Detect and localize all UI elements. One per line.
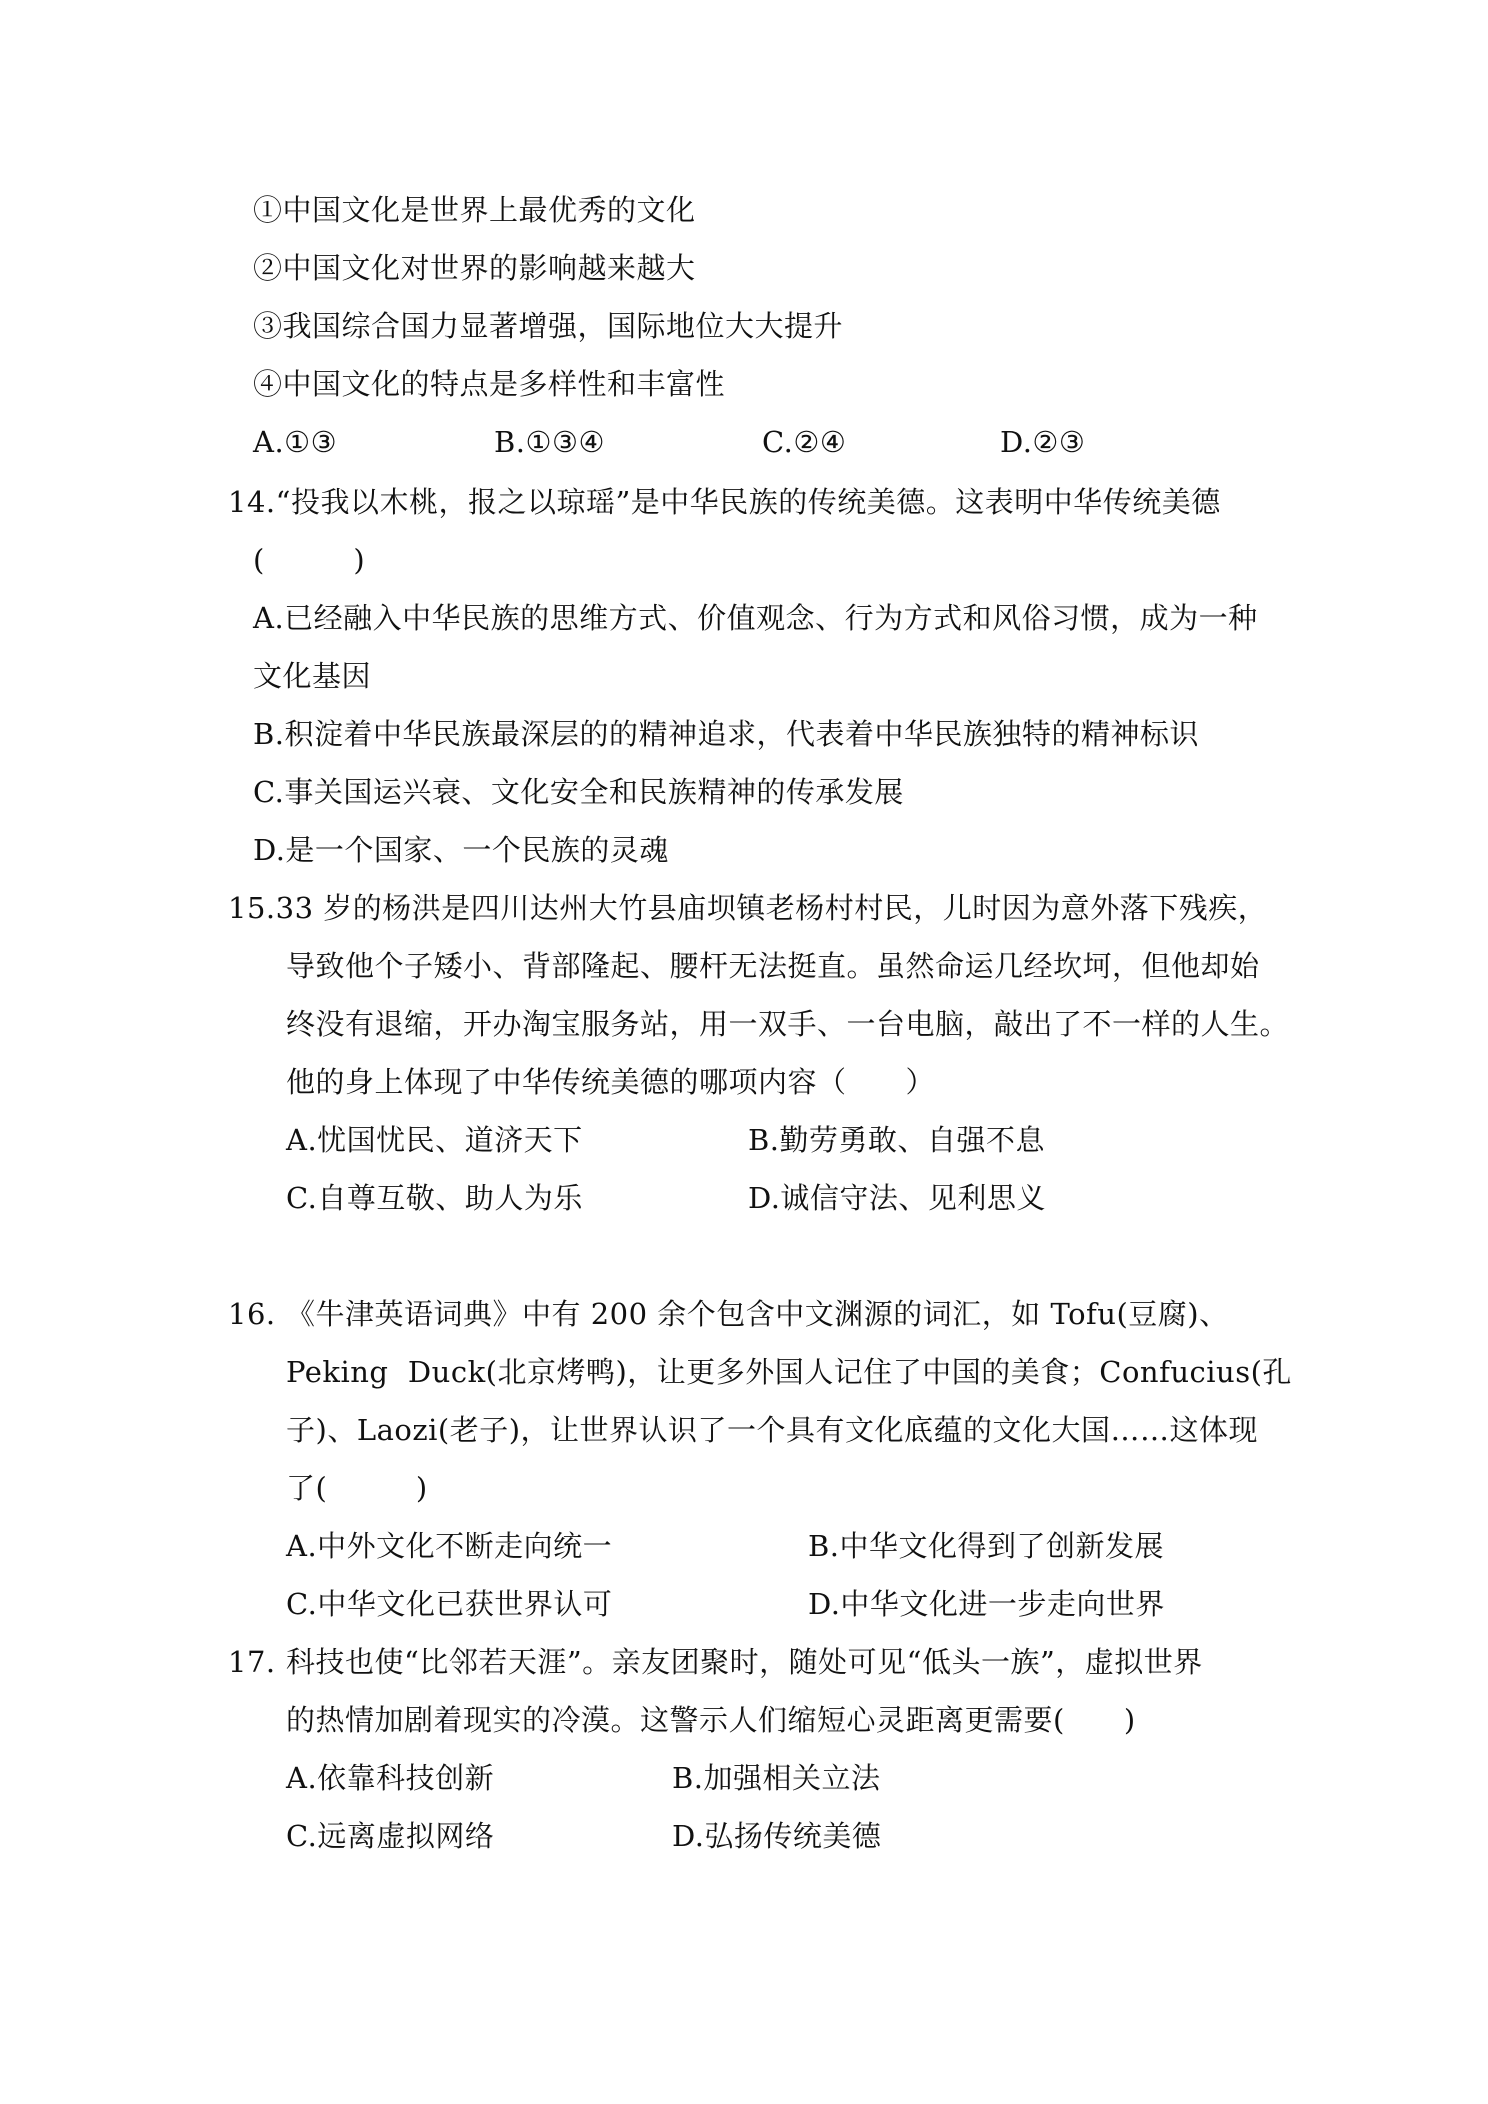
q15-option-b: B.勤劳勇敢、自强不息 [748, 1123, 1046, 1157]
q14-stem-line-1: 14.“投我以木桃，报之以琼瑶”是中华民族的传统美德。这表明中华传统美德 [228, 485, 1221, 519]
q13-option-c: C.②④ [762, 425, 847, 459]
q14-option-a-line-1: A.已经融入中华民族的思维方式、价值观念、行为方式和风俗习惯，成为一种 [253, 601, 1258, 635]
q15-stem-line-2: 导致他个子矮小、背部隆起、腰杆无法挺直。虽然命运几经坎坷，但他却始 [286, 949, 1260, 983]
q15-option-d: D.诚信守法、见利思义 [748, 1181, 1046, 1215]
q15-stem-line-3: 终没有退缩，开办淘宝服务站，用一双手、一台电脑，敲出了不一样的人生。 [286, 1007, 1290, 1041]
q16-option-b: B.中华文化得到了创新发展 [808, 1529, 1165, 1563]
q14-option-d: D.是一个国家、一个民族的灵魂 [253, 833, 669, 867]
q17-option-d: D.弘扬传统美德 [672, 1819, 882, 1853]
q14-option-c: C.事关国运兴衰、文化安全和民族精神的传承发展 [253, 775, 904, 809]
q16-stem-line-4: 了( ) [286, 1471, 428, 1505]
q14-option-a-line-2: 文化基因 [253, 659, 372, 693]
q17-option-a: A.依靠科技创新 [286, 1761, 495, 1795]
q13-statement-4: ④中国文化的特点是多样性和丰富性 [253, 367, 726, 401]
q13-statement-2: ②中国文化对世界的影响越来越大 [253, 251, 696, 285]
q16-option-a: A.中外文化不断走向统一 [286, 1529, 613, 1563]
q16-number: 16. [228, 1297, 276, 1331]
q17-option-c: C.远离虚拟网络 [286, 1819, 495, 1853]
q17-number: 17. [228, 1645, 276, 1679]
q14-option-b: B.积淀着中华民族最深层的的精神追求，代表着中华民族独特的精神标识 [253, 717, 1200, 751]
q13-option-d: D.②③ [1000, 425, 1086, 459]
q13-option-a: A.①③ [253, 425, 338, 459]
q17-option-b: B.加强相关立法 [672, 1761, 881, 1795]
q15-stem-line-4: 他的身上体现了中华传统美德的哪项内容（ ） [286, 1065, 936, 1099]
q14-answer-blank: ( ) [253, 543, 366, 577]
q17-stem-line-2: 的热情加剧着现实的冷漠。这警示人们缩短心灵距离更需要( ) [286, 1703, 1136, 1737]
q13-statement-3: ③我国综合国力显著增强，国际地位大大提升 [253, 309, 844, 343]
q15-option-a: A.忧国忧民、道济天下 [286, 1123, 583, 1157]
q13-option-b: B.①③④ [494, 425, 606, 459]
q16-stem-line-1: 《牛津英语词典》中有 200 余个包含中文渊源的词汇，如 Tofu(豆腐)、 [286, 1297, 1229, 1331]
q15-stem-line-1: 15.33 岁的杨洪是四川达州大竹县庙坝镇老杨村村民，儿时因为意外落下残疾， [228, 891, 1268, 925]
q13-statement-1: ①中国文化是世界上最优秀的文化 [253, 193, 696, 227]
q16-stem-line-2: Peking Duck(北京烤鸭)，让更多外国人记住了中国的美食；Confucius(孔 [286, 1355, 1292, 1389]
q17-stem-line-1: 科技也使“比邻若天涯”。亲友团聚时，随处可见“低头一族”，虚拟世界 [286, 1645, 1203, 1679]
q16-option-c: C.中华文化已获世界认可 [286, 1587, 613, 1621]
q16-stem-line-3: 子)、Laozi(老子)，让世界认识了一个具有文化底蕴的文化大国……这体现 [286, 1413, 1259, 1447]
q16-option-d: D.中华文化进一步走向世界 [808, 1587, 1165, 1621]
q15-option-c: C.自尊互敬、助人为乐 [286, 1181, 583, 1215]
